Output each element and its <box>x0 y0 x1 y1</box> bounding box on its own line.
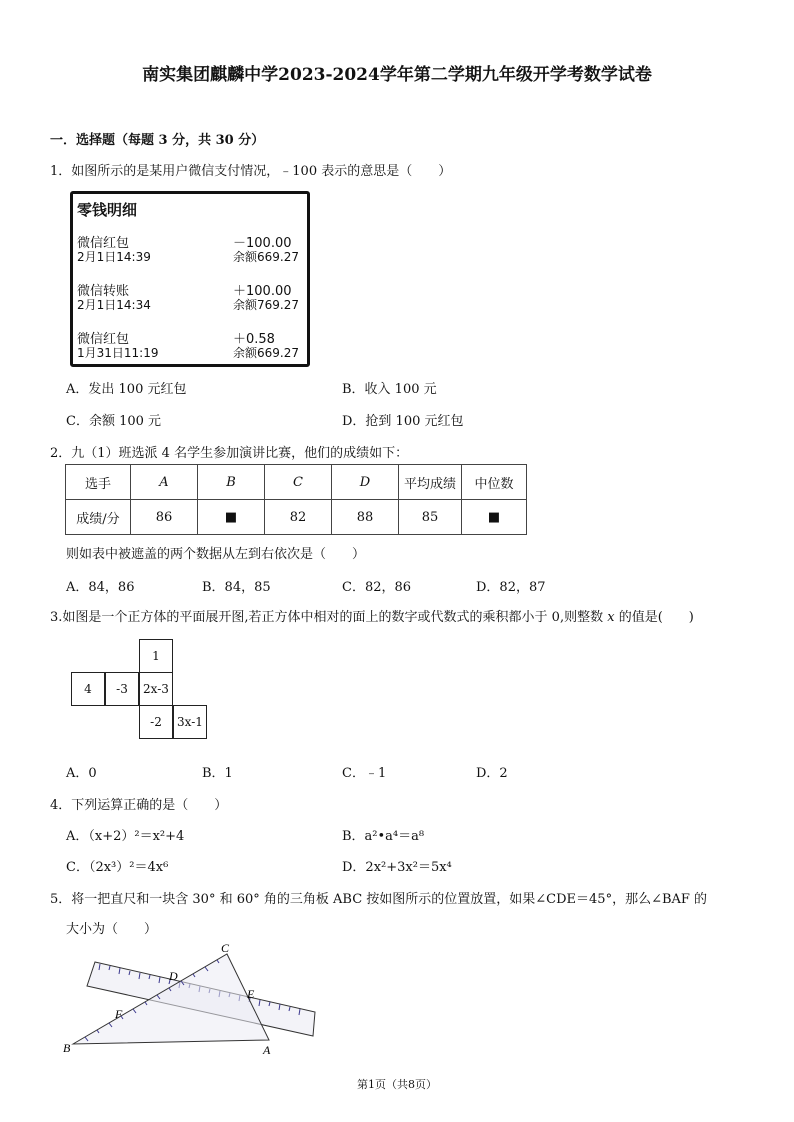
table-header-row <box>66 465 527 500</box>
ruler-triangle-figure <box>55 940 335 1060</box>
question-1-stem: 1．如图所示的是某用户微信支付情况，﹣100 表示的意思是（ ） <box>50 164 452 179</box>
table-header-cell: 平均成绩 <box>399 465 462 500</box>
question-3-text-end: 的值是( ) <box>614 610 694 625</box>
option-d: D．2x²+3x²＝5x⁴ <box>342 860 452 875</box>
question-3-stem <box>50 606 694 625</box>
wallet-item-name: 微信转账 <box>77 284 130 299</box>
label-a: A <box>263 1043 271 1057</box>
label-e: E <box>247 987 255 1001</box>
question-5-stem-line2: 大小为（ ） <box>66 922 158 937</box>
option-a: A．（x+2）²＝x²+4 <box>66 829 185 844</box>
label-c: C <box>221 941 230 955</box>
net-face: -2 <box>139 705 173 739</box>
option-b: B．84，85 <box>202 580 271 595</box>
net-face: 2x-3 <box>139 672 173 706</box>
section-heading: 一．选择题（每题 3 分，共 30 分） <box>50 133 265 148</box>
question-3-text: 3.如图是一个正方体的平面展开图,若正方体中相对的面上的数字或代数式的乘积都小于 0,则整数 <box>50 610 608 625</box>
net-face: -3 <box>105 672 139 706</box>
wallet-item-time: 2月1日14:34 <box>77 298 151 312</box>
option-d: D．2 <box>476 766 508 781</box>
table-header-cell: 中位数 <box>462 465 527 500</box>
score-table <box>65 464 527 535</box>
table-cell: 88 <box>332 500 399 535</box>
table-cell: 成绩/分 <box>66 500 131 535</box>
table-cell: ■ <box>198 500 265 535</box>
table-header-cell: 选手 <box>66 465 131 500</box>
option-b: B．a²•a⁴＝a⁸ <box>342 829 425 844</box>
option-a: A．84，86 <box>66 580 135 595</box>
wallet-item-amount: －100.00 <box>233 236 292 251</box>
option-d: D．82，87 <box>476 580 546 595</box>
table-header-cell: D <box>332 465 399 500</box>
option-b: B．1 <box>202 766 233 781</box>
table-row <box>66 500 527 535</box>
wallet-item-balance: 余额769.27 <box>233 298 299 312</box>
wallet-item-balance: 余额669.27 <box>233 250 299 264</box>
option-a: A．发出 100 元红包 <box>66 382 187 397</box>
table-header-cell: A <box>131 465 198 500</box>
wallet-item-time: 1月31日11:19 <box>77 346 159 360</box>
page-title: 南实集团麒麟中学2023-2024学年第二学期九年级开学考数学试卷 <box>142 65 652 85</box>
net-face: 3x-1 <box>173 705 207 739</box>
wallet-item-balance: 余额669.27 <box>233 346 299 360</box>
wallet-item-amount: ＋0.58 <box>233 332 275 347</box>
table-cell: 82 <box>265 500 332 535</box>
option-c: C．82，86 <box>342 580 412 595</box>
net-face: 1 <box>139 639 173 673</box>
label-f: F <box>115 1007 123 1021</box>
option-d: D．抢到 100 元红包 <box>342 414 464 429</box>
wallet-item-amount: ＋100.00 <box>233 284 292 299</box>
question-4-stem: 4．下列运算正确的是（ ） <box>50 798 228 813</box>
wallet-item-time: 2月1日14:39 <box>77 250 151 264</box>
label-b: B <box>63 1041 71 1055</box>
question-5-stem-line1: 5．将一把直尺和一块含 30° 和 60° 角的三角板 ABC 按如图所示的位置放置，如果∠CDE＝45°，那么∠BAF 的 <box>50 892 708 907</box>
table-cell: ■ <box>462 500 527 535</box>
wallet-detail-figure <box>70 191 310 367</box>
variable-x: x <box>607 610 615 625</box>
page-footer: 第1页（共8页） <box>357 1078 437 1091</box>
question-2-stem: 2．九（1）班选派 4 名学生参加演讲比赛，他们的成绩如下： <box>50 446 409 461</box>
table-header-cell: B <box>198 465 265 500</box>
table-header-cell: C <box>265 465 332 500</box>
option-a: A．0 <box>66 766 97 781</box>
wallet-item-name: 微信红包 <box>77 332 130 347</box>
label-d: D <box>169 969 178 983</box>
wallet-header: 零钱明细 <box>77 201 138 219</box>
wallet-item-name: 微信红包 <box>77 236 130 251</box>
net-face: 4 <box>71 672 105 706</box>
table-cell: 85 <box>399 500 462 535</box>
option-c: C．﹣1 <box>342 766 387 781</box>
question-2-follow: 则如表中被遮盖的两个数据从左到右依次是（ ） <box>66 547 366 562</box>
option-c: C．（2x³）²＝4x⁶ <box>66 860 169 875</box>
option-c: C．余额 100 元 <box>66 414 162 429</box>
option-b: B．收入 100 元 <box>342 382 437 397</box>
table-cell: 86 <box>131 500 198 535</box>
